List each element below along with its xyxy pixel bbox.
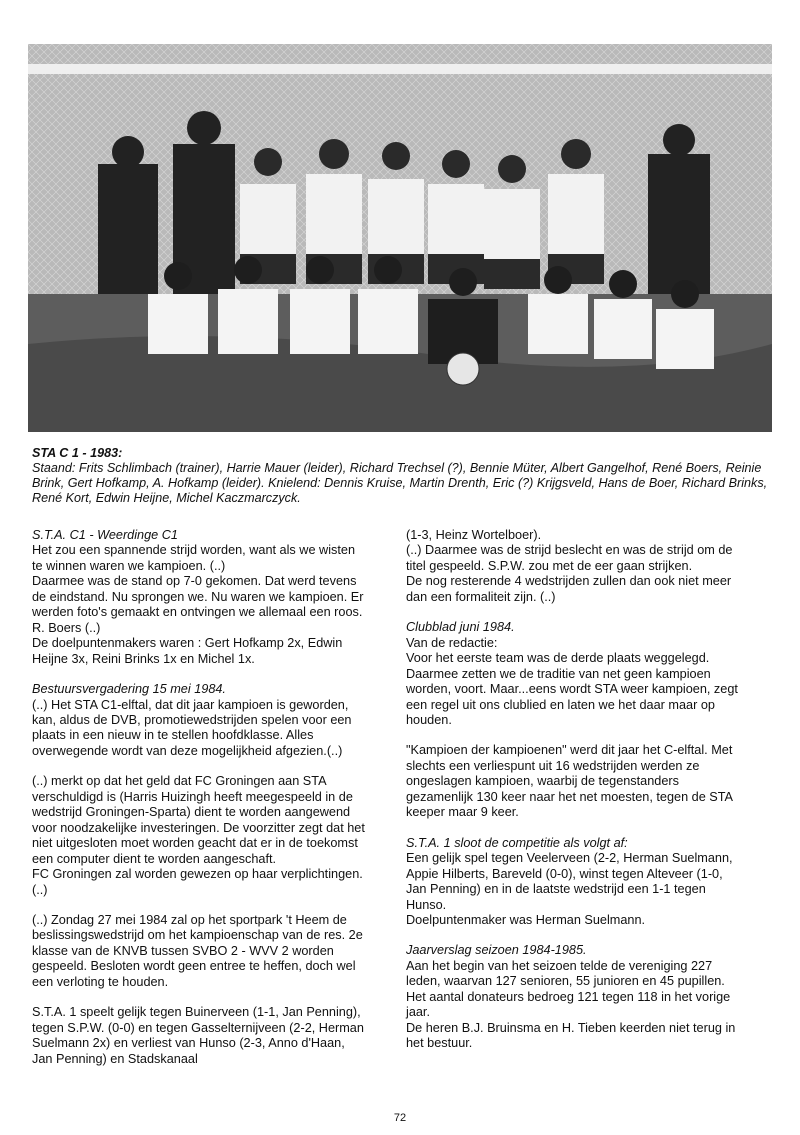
- paragraph: (..) merkt op dat het geld dat FC Groningen aan STA verschuldigd is (Harris Huizingh heeft meegespeeld in de wedstrijd Groningen-Sparta) dient te worden aangewend voor noodzakelijke investeringen. De voorzitter zegt dat het niet uitgesloten moet worden geacht dat er in de toekomst een computer dient te worden aangeschaft.: [32, 774, 365, 866]
- paragraph: (..) Zondag 27 mei 1984 zal op het sportpark 't Heem de beslissingswedstrijd om het kampioenschap van de res. 2e klasse van de KNVB tussen SVBO 2 - WVV 2 worden gespeeld. Besloten wordt geen entree te heffen, doch wel een verloting te houden.: [32, 912, 363, 989]
- paragraph: (..) Daarmee was de strijd beslecht en was de strijd om de titel gespeeld. S.P.W. zou met de eer gaan strijken.: [406, 543, 733, 573]
- section-heading: Jaarverslag seizoen 1984-1985.: [406, 943, 587, 958]
- paragraph: (1-3, Heinz Wortelboer).: [406, 528, 542, 542]
- section-clubblad: [406, 620, 744, 728]
- team-photo-illustration: [28, 44, 772, 432]
- page-number: 72: [393, 1112, 407, 1124]
- paragraph: De doelpuntenmakers waren : Gert Hofkamp 2x, Edwin Heijne 3x, Reini Brinks 1x en Michel 1x.: [32, 636, 343, 666]
- paragraph: Een gelijk spel tegen Veelerveen (2-2, Herman Suelmann, Appie Hilberts, Bareveld (0-0), winst tegen Alteveer (1-0, Jan Penning) en in de laatste wedstrijd een 1-1 tegen Hunso.: [406, 851, 733, 912]
- paragraph: Het zou een spannende strijd worden, want als we wisten te winnen waren we kampioen. (..): [32, 543, 356, 573]
- paragraph: FC Groningen zal worden gewezen op haar verplichtingen.(..): [32, 867, 363, 897]
- paragraph: Het aantal donateurs bedroeg 121 tegen 118 in het vorige jaar.: [406, 989, 731, 1020]
- paragraph: Voor het eerste team was de derde plaats weggelegd. Daarmee zetten we de traditie van net geen kampioen worden, voort. Maar...eens wordt STA weer kampioen, zegt een regel uit ons clublied en laten we het daar maar op houden.: [406, 651, 738, 727]
- section-heading: Clubblad juni 1984.: [406, 620, 515, 635]
- section-heading: Bestuursvergadering 15 mei 1984.: [32, 682, 226, 697]
- section-continued: [406, 528, 744, 605]
- photo-caption: [32, 446, 777, 506]
- section-jaarverslag: [406, 943, 744, 1051]
- left-column: [32, 528, 366, 1082]
- paragraph: De nog resterende 4 wedstrijden zullen dan ook niet meer dan een formaliteit zijn. (..): [406, 574, 732, 604]
- paragraph: (..) Het STA C1-elftal, dat dit jaar kampioen is geworden, kan, aldus de DVB, promotiewedstrijden spelen voor een plaats in een nieuw in te stellen hoofdklasse. Alles overwegende wordt van deze mogelijkheid afgezien.(..): [32, 697, 352, 758]
- section-sta-weerdinge: [32, 528, 366, 667]
- section-heading: S.T.A. 1 sloot de competitie als volgt af:: [406, 835, 628, 850]
- paragraph: Van de redactie:: [406, 635, 498, 650]
- section-sta1-results: [32, 1005, 366, 1067]
- paragraph: Aan het begin van het seizoen telde de vereniging 227 leden, waarvan 127 senioren, 55 junioren en 45 pupillen.: [406, 958, 725, 989]
- section-kampioen: [406, 743, 744, 820]
- section-competitie: [406, 836, 744, 929]
- paragraph: "Kampioen der kampioenen" werd dit jaar het C-elftal. Met slechts een verliespunt uit 16 wedstrijden werden ze ongeslagen kampioen, waarbij de tegenstanders gezamenlijk 130 keer naar het net moesten, tegen de STA keeper maar 9 keer.: [406, 743, 733, 820]
- section-bestuursvergadering: [32, 682, 366, 759]
- right-column: [406, 528, 744, 1067]
- section-beslissingswedstrijd: [32, 913, 366, 990]
- paragraph: Doelpuntenmaker was Herman Suelmann.: [406, 912, 646, 927]
- team-photo: [28, 44, 772, 432]
- paragraph: De heren B.J. Bruinsma en H. Tieben keerden niet terug in het bestuur.: [406, 1020, 736, 1051]
- paragraph: S.T.A. 1 speelt gelijk tegen Buinerveen (1-1, Jan Penning), tegen S.P.W. (0-0) en tegen Gasselternijveen (2-2, Herman Suelmann 2x) en verliest van Hunso (2-3, Anno d'Haan, Jan Penning) en Stadskanaal: [32, 1005, 364, 1066]
- caption-title: STA C 1 - 1983:: [32, 446, 123, 460]
- section-fc-groningen: [32, 774, 366, 898]
- caption-text: Staand: Frits Schlimbach (trainer), Harrie Mauer (leider), Richard Trechsel (?), Bennie Müter, Albert Gangelhof, René Boers, Reinie Brink, Gert Hofkamp, A. Hofkamp (leider). Knielend: Dennis Kruise, Martin Drenth, Eric (?) Krijgsveld, Hans de Boer, Richard Brinks, René Kort, Edwin Heijne, Michel Kaczmarczyck.: [32, 461, 768, 505]
- paragraph: Daarmee was de stand op 7-0 gekomen. Dat werd tevens de eindstand. Nu sprongen we. Nu waren we kampioen. Er werden foto's gemaakt en ontvingen we allemaal een roos. R. Boers (..): [32, 574, 364, 635]
- section-heading: S.T.A. C1 - Weerdinge C1: [32, 528, 178, 542]
